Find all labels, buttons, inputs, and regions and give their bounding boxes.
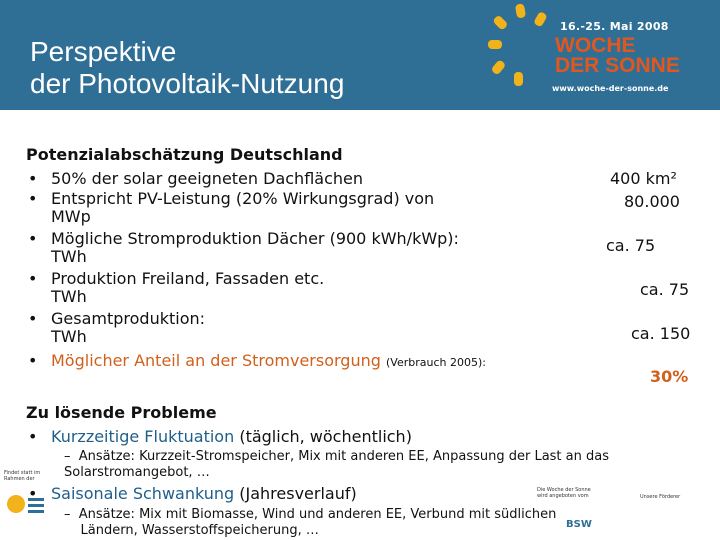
list-item [26, 426, 686, 448]
value-share: 30% [650, 367, 689, 386]
section-heading-problems: Zu lösende Probleme [26, 403, 217, 422]
item-unit: TWh [51, 327, 87, 346]
item-text: Mögliche Stromproduktion Dächer (900 kWh/kWp): [51, 229, 459, 248]
logo-wordmark [555, 36, 680, 76]
value-total-production: ca. 150 [631, 324, 691, 343]
item-text: Produktion Freiland, Fassaden etc. [51, 269, 325, 288]
sub-item-text: Ansätze: Kurzzeit-Stromspeicher, Mix mit anderen EE, Anpassung der Last an das Solarstromangebot, … [64, 449, 609, 480]
header-bar [0, 0, 720, 110]
item-text: 50% der solar geeigneten Dachflächen [51, 169, 363, 188]
sun-rays-icon [488, 2, 558, 92]
page-title [30, 36, 344, 100]
sub-item-text: Ländern, Wasserstoffspeicherung, … [80, 523, 319, 538]
item-unit: TWh [51, 247, 87, 266]
item-unit: TWh [51, 287, 87, 306]
logo-line-1: WOCHE [555, 34, 636, 57]
value-field-production: ca. 75 [640, 280, 690, 299]
sub-item-seasonal: – Ansätze: Mix mit Biomasse, Wind und anderen EE, Verbund mit südlichen Ländern, Wasserstoffspeicherung, … [64, 507, 557, 538]
problem-title: Kurzzeitige Fluktuation [51, 427, 235, 446]
list-item [26, 190, 586, 226]
section-heading-potential: Potenzialabschätzung Deutschland [26, 145, 343, 164]
sub-item-text: Ansätze: Mix mit Biomasse, Wind und anderen EE, Verbund mit südlichen [78, 507, 557, 522]
list-item [26, 310, 586, 346]
partner-logo-icon [6, 490, 46, 518]
item-text: Gesamtproduktion: [51, 309, 206, 328]
item-unit: MWp [51, 207, 91, 226]
logo-line-2: DER SONNE [555, 54, 680, 77]
value-roof-area: 400 km² [610, 169, 677, 188]
footer-note-left: Findet statt im Rahmen der [4, 470, 41, 482]
problems-list-2 [26, 483, 506, 505]
problem-detail: (täglich, wöchentlich) [234, 427, 412, 446]
value-roof-production: ca. 75 [606, 236, 656, 255]
list-item [26, 168, 586, 190]
bsw-logo: BSW [566, 519, 592, 530]
potential-list [26, 168, 586, 374]
list-item [26, 483, 506, 505]
item-text-highlight: Möglicher Anteil an der Stromversorgung [51, 351, 381, 370]
value-pv-capacity: 80.000 [624, 192, 680, 211]
list-item [26, 230, 586, 266]
sub-item-short-term: – Ansätze: Kurzzeit-Stromspeicher, Mix mit anderen EE, Anpassung der Last an das Solarstromangebot, … [64, 449, 609, 480]
title-line-2: der Photovoltaik-Nutzung [30, 68, 345, 99]
problem-title: Saisonale Schwankung [51, 484, 235, 503]
title-line-1: Perspektive [30, 36, 177, 67]
footer-note-sponsors: Unsere Förderer [640, 494, 681, 500]
problems-list [26, 426, 686, 448]
item-note: (Verbrauch 2005): [386, 356, 486, 369]
footer-note-right: Die Woche der Sonne wird angeboten vom [537, 487, 591, 499]
problem-detail: (Jahresverlauf) [234, 484, 357, 503]
list-item [26, 270, 586, 306]
item-text: Entspricht PV-Leistung (20% Wirkungsgrad) von [51, 189, 435, 208]
logo-date: 16.-25. Mai 2008 [560, 20, 669, 33]
list-item [26, 350, 586, 374]
logo-url: www.woche-der-sonne.de [552, 84, 669, 93]
